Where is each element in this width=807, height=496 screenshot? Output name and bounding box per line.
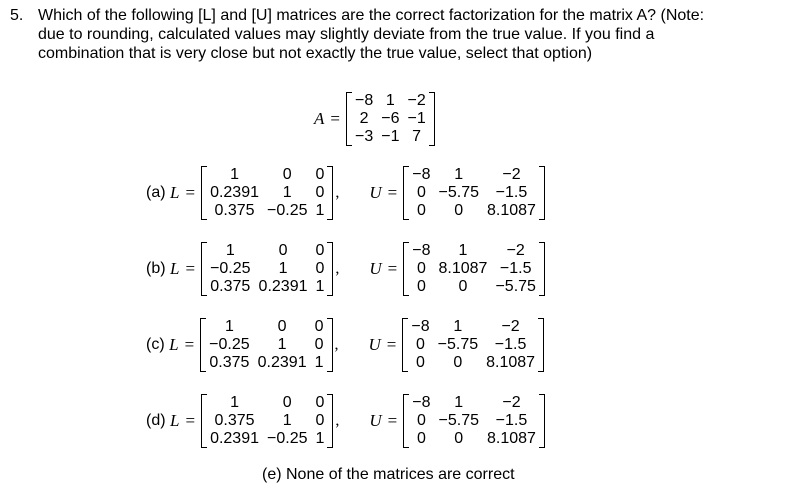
matrix-cell: 1	[282, 184, 292, 201]
equals-sign: =	[185, 183, 196, 202]
matrix-cell: 0.2391	[210, 430, 259, 447]
matrix-cell: 0	[278, 242, 288, 259]
matrix-cell: 0.375	[210, 278, 251, 295]
matrix-cell: −1	[381, 128, 400, 145]
matrix-cell: 0	[453, 354, 463, 371]
option-c[interactable]	[146, 318, 544, 372]
matrix-cell: 8.1087	[438, 260, 488, 277]
matrix-cell: −5.75	[438, 184, 479, 201]
matrix-cell: −0.25	[210, 260, 251, 277]
matrix-cell: −8	[412, 166, 431, 183]
matrix-cell: 2	[359, 110, 369, 127]
option-b[interactable]	[146, 242, 545, 296]
matrix-cell: 0	[416, 202, 426, 219]
equals-sign: =	[185, 411, 196, 430]
option-a[interactable]	[146, 166, 545, 220]
matrix-cell: 1	[385, 92, 395, 109]
matrix-cell: 0	[454, 430, 464, 447]
matrix-cell: −1	[407, 110, 426, 127]
matrix-cell: 0	[277, 318, 287, 335]
matrix-cell: −5.75	[438, 412, 479, 429]
matrix-cell: 0	[315, 184, 325, 201]
l-symbol: L	[170, 183, 180, 202]
matrix-cell: −8	[412, 242, 431, 259]
l-symbol: L	[169, 335, 179, 354]
matrix-cell: −0.25	[209, 336, 250, 353]
u-symbol: U	[369, 259, 382, 278]
question-text	[10, 6, 800, 63]
matrix-cell: −2	[502, 394, 521, 411]
u-matrix	[403, 242, 545, 296]
matrix-cell: 0.375	[214, 412, 255, 429]
matrix-cell: 0	[416, 430, 426, 447]
matrix-a-symbol: A	[314, 109, 325, 128]
l-matrix	[200, 318, 332, 372]
matrix-cell: 0	[282, 394, 292, 411]
equals-sign: =	[387, 411, 398, 430]
matrix-cell: 0.2391	[257, 354, 307, 371]
matrix-cell: 1	[454, 166, 464, 183]
matrix-cell: 8.1087	[487, 430, 536, 447]
matrix-cell: −6	[381, 110, 400, 127]
matrix-cell: 0	[315, 166, 325, 183]
matrix-cell: 1	[224, 318, 234, 335]
matrix-cell: −2	[407, 92, 426, 109]
comma: ,	[335, 260, 340, 277]
matrix-cell: 1	[458, 242, 468, 259]
matrix-cell: 8.1087	[486, 354, 536, 371]
matrix-cell: 0.2391	[210, 184, 259, 201]
matrix-cell: 0.375	[209, 354, 250, 371]
matrix-cell: 0	[416, 184, 426, 201]
u-matrix	[402, 318, 544, 372]
matrix-cell: 0	[458, 278, 468, 295]
matrix-cell: −2	[502, 166, 521, 183]
matrix-a	[346, 92, 435, 146]
matrix-cell: 1	[315, 278, 325, 295]
option-label: (c)	[146, 336, 170, 353]
matrix-cell: 0	[315, 394, 325, 411]
matrix-cell: 1	[315, 202, 325, 219]
matrix-cell: 0	[416, 412, 426, 429]
equals-sign: =	[330, 109, 340, 128]
matrix-cell: −0.25	[267, 430, 308, 447]
option-label: (b)	[146, 260, 170, 277]
matrix-cell: −8	[411, 318, 430, 335]
matrix-cell: 0	[315, 260, 325, 277]
u-symbol: U	[369, 411, 382, 430]
matrix-cell: −1.5	[495, 184, 528, 201]
matrix-cell: 8.1087	[487, 202, 536, 219]
matrix-cell: 0	[416, 336, 425, 353]
equals-sign: =	[387, 183, 398, 202]
option-d[interactable]	[146, 394, 545, 448]
l-matrix	[201, 242, 333, 296]
matrix-cell: 0	[314, 318, 324, 335]
l-matrix	[201, 166, 333, 220]
option-label: (a)	[146, 184, 170, 201]
option-e[interactable]: (e) None of the matrices are correct	[262, 466, 515, 483]
equals-sign: =	[387, 259, 398, 278]
equals-sign: =	[386, 335, 397, 354]
matrix-cell: 0	[282, 166, 292, 183]
matrix-cell: 1	[277, 336, 287, 353]
matrix-cell: 7	[412, 128, 422, 145]
matrix-cell: 0	[416, 260, 426, 277]
matrix-cell: −5.75	[495, 278, 536, 295]
matrix-cell: 0	[454, 202, 464, 219]
u-matrix	[403, 394, 545, 448]
matrix-a-equation	[314, 92, 435, 146]
comma: ,	[335, 184, 340, 201]
u-symbol: U	[369, 183, 382, 202]
question-line-2: due to rounding, calculated values may slightly deviate from the true value. If you find a	[38, 26, 655, 43]
matrix-cell: 1	[454, 394, 464, 411]
matrix-cell: 1	[453, 318, 463, 335]
equals-sign: =	[184, 335, 195, 354]
equals-sign: =	[185, 259, 196, 278]
matrix-cell: 0.2391	[258, 278, 308, 295]
matrix-cell: 1	[315, 430, 325, 447]
u-matrix	[403, 166, 545, 220]
matrix-cell: 0	[416, 278, 426, 295]
matrix-cell: −3	[354, 128, 374, 145]
l-symbol: L	[170, 411, 180, 430]
comma: ,	[334, 336, 339, 353]
matrix-cell: 1	[314, 354, 324, 371]
matrix-cell: 1	[282, 412, 292, 429]
matrix-cell: 0	[314, 336, 324, 353]
matrix-cell: −5.75	[437, 336, 479, 353]
matrix-cell: 0.375	[214, 202, 255, 219]
matrix-cell: 0	[416, 354, 425, 371]
matrix-cell: 1	[230, 166, 239, 183]
option-label: (d)	[146, 412, 170, 429]
matrix-cell: −0.25	[267, 202, 308, 219]
u-symbol: U	[368, 335, 381, 354]
question-line-1: 5. Which of the following [L] and [U] matrices are the correct factorization for the matrix A? (Note:	[10, 7, 705, 24]
matrix-cell: 0	[315, 412, 325, 429]
comma: ,	[335, 412, 340, 429]
l-symbol: L	[170, 259, 180, 278]
matrix-cell: −8	[412, 394, 431, 411]
matrix-cell: −2	[501, 318, 520, 335]
l-matrix	[201, 394, 333, 448]
question-line-3: combination that is very close but not exactly the true value, select that option)	[38, 45, 593, 62]
matrix-cell: −2	[506, 242, 525, 259]
matrix-cell: 1	[278, 260, 288, 277]
matrix-cell: 1	[230, 394, 239, 411]
matrix-cell: −8	[354, 92, 374, 109]
matrix-cell: −1.5	[499, 260, 532, 277]
matrix-cell: −1.5	[494, 336, 527, 353]
matrix-cell: 0	[315, 242, 325, 259]
matrix-cell: −1.5	[495, 412, 528, 429]
question-number: 5.	[10, 7, 24, 24]
matrix-cell: 1	[225, 242, 235, 259]
